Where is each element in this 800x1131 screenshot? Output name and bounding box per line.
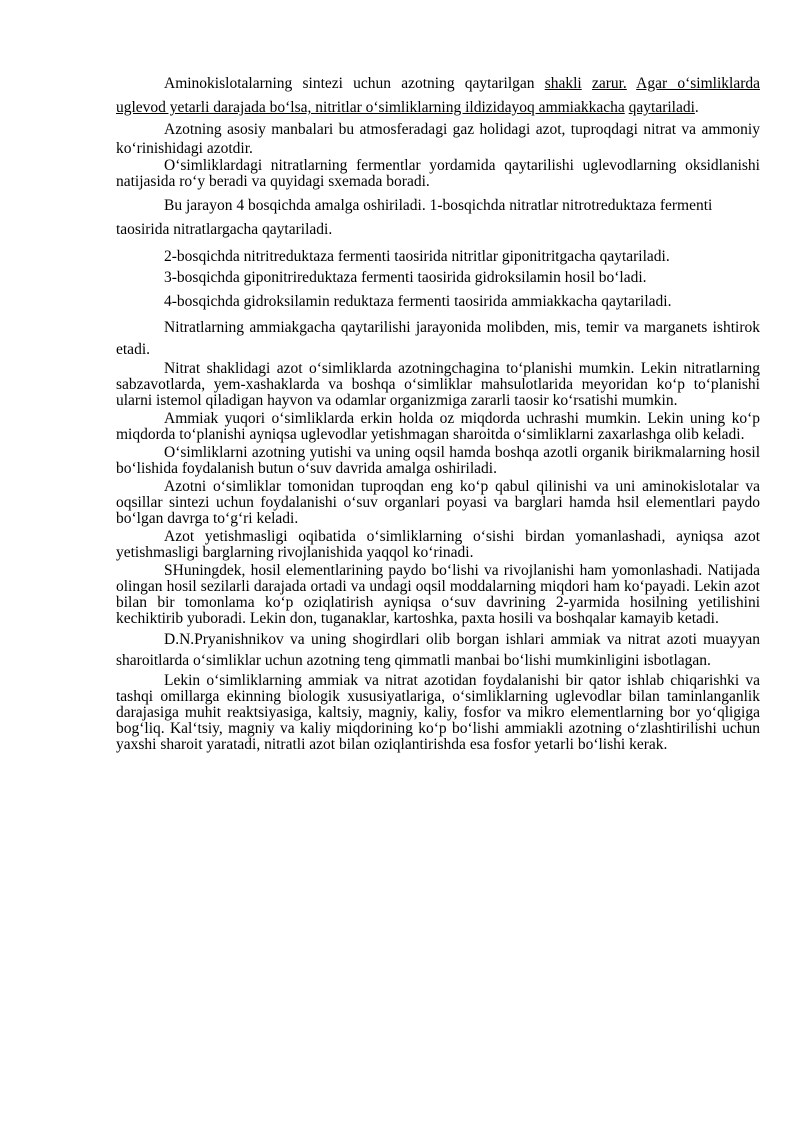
- paragraph-yield-effects: SHuningdek, hosil elementlarining paydo bo‘lishi va rivojlanishi ham yomonlashadi. Natijada olingan hosil sezilarli darajada ortadi va undagi oqsil moddalarning miqdori ham ko‘payadi. Lekin azot bilan bir tomonlama ko‘p oziqlatirish ayniqsa o‘suv davrining 2-yarmida hosilning yetilishini kechiktirib yuboradi. Lekin don, tuganaklar, kartoshka, paxta hosili va boshqalar kamayib ketadi.: [116, 562, 760, 627]
- paragraph-four-stages: Bu jarayon 4 bosqichda amalga oshiriladi. 1-bosqichda nitratlar nitrotreduktaza fermenti taosirida nitratlargacha qaytariladi.: [116, 197, 713, 238]
- paragraph-nitrate-reduction: O‘simliklardagi nitratlarning fermentlar yordamida qaytarilishi uglevodlarning oksidlanishi natijasida ro‘y beradi va quyidagi sxemada boradi.: [116, 157, 760, 190]
- paragraph-pryanishnikov: D.N.Pryanishnikov va uning shogirdlari olib borgan ishlari ammiak va nitrat azoti muayyan sharoitlarda o‘simliklar uchun azotning teng qimmatli manbai bo‘lishi mumkinligini isbotlagan.: [116, 631, 760, 669]
- underlined-text: qaytariladi: [628, 99, 695, 116]
- paragraph-stage-2: 2-bosqichda nitritreduktaza fermenti taosirida nitritlar giponitritgacha qaytariladi.: [164, 248, 670, 265]
- space: [582, 75, 592, 92]
- paragraph-utilization-factors: Lekin o‘simliklarning ammiak va nitrat azotidan foydalanishi bir qator ishlab chiqarishki va tashqi omillarga ekinning biologik xususiyatlariga, o‘simliklarning uglevodlar bilan taminlanganlik darajasiga muhit reaktsiyasiga, kaltsiy, magniy, kaliy, fosfor va mikro elementlarning bor yo‘qligiga bog‘liq. Kal‘tsiy, magniy va kaliy miqdorining ko‘p bo‘lishi ammiakli azotning o‘zlashtirilishi uchun yaxshi sharoit yaratadi, nitratli azot bilan oziqlantirishda esa fosfor yetarli bo‘lishi kerak.: [116, 672, 760, 753]
- paragraph-trace-metals: Nitratlarning ammiakgacha qaytarilishi jarayonida molibden, mis, temir va marganets ishtirok etadi.: [116, 319, 760, 358]
- paragraph-nitrogen-uptake: O‘simliklarni azotning yutishi va uning oqsil hamda boshqa azotli organik birikmalarning hosil bo‘lishida foydalanish butun o‘suv davrida amalga oshiriladi.: [116, 444, 760, 477]
- paragraph-nitrogen-deficiency: Azot yetishmasligi oqibatida o‘simliklarning o‘sishi birdan yomanlashadi, ayniqsa azot yetishmasligi barglarning rivojlanishida yaqqol ko‘rinadi.: [116, 528, 760, 561]
- document-page: [116, 72, 760, 753]
- paragraph-uptake-period: Azotni o‘simliklar tomonidan tuproqdan eng ko‘p qabul qilinishi va uni aminokislotalar va oqsillar sintezi uchun foydalanishi o‘suv organlari poyasi va barglari hamda hsil elementlari paydo bo‘lgan davrga to‘g‘ri keladi.: [116, 478, 760, 527]
- underlined-text: shakli: [544, 75, 582, 92]
- underlined-text: zarur.: [591, 75, 627, 92]
- paragraph-ammonia: Ammiak yuqori o‘simliklarda erkin holda oz miqdorda uchrashi mumkin. Lekin uning ko‘p miqdorda to‘planishi ayniqsa uglevodlar yetishmagan sharoitda o‘simliklarni zaxarlashga olib keladi.: [116, 410, 760, 443]
- paragraph-nitrogen-sources: Azotning asosiy manbalari bu atmosferadagi gaz holidagi azot, tuproqdagi nitrat va ammoniy ko‘rinishidagi azotdir.: [116, 121, 760, 157]
- period: .: [694, 99, 699, 116]
- paragraph-nitrate-accumulation: Nitrat shaklidagi azot o‘simliklarda azotningchagina to‘planishi mumkin. Lekin nitratlarning sabzavotlarda, yem-xashaklarda va boshqa o‘simliklar mahsulotlarida meyoridan ko‘p to‘planishi ularni istemol qiladigan hayvon va odamlar organizmiga zararli taosir ko‘rsatishi mumkin.: [116, 360, 760, 409]
- underlined-text: Agar o‘simliklarda uglevod yetarli darajada bo‘lsa, nitritlar o‘simliklarning ildizidayoq ammiakkacha: [116, 75, 760, 116]
- paragraph-stage-3: 3-bosqichda giponitrireduktaza fermenti taosirida gidroksilamin hosil bo‘ladi.: [164, 269, 647, 286]
- space: [627, 75, 636, 92]
- paragraph-stage-4: 4-bosqichda gidroksilamin reduktaza fermenti taosirida ammiakkacha qaytariladi.: [164, 293, 672, 310]
- paragraph-amino-acid-synthesis: [116, 72, 760, 120]
- paragraph-text: Aminokislotalarning sintezi uchun azotning qaytarilgan: [164, 75, 545, 92]
